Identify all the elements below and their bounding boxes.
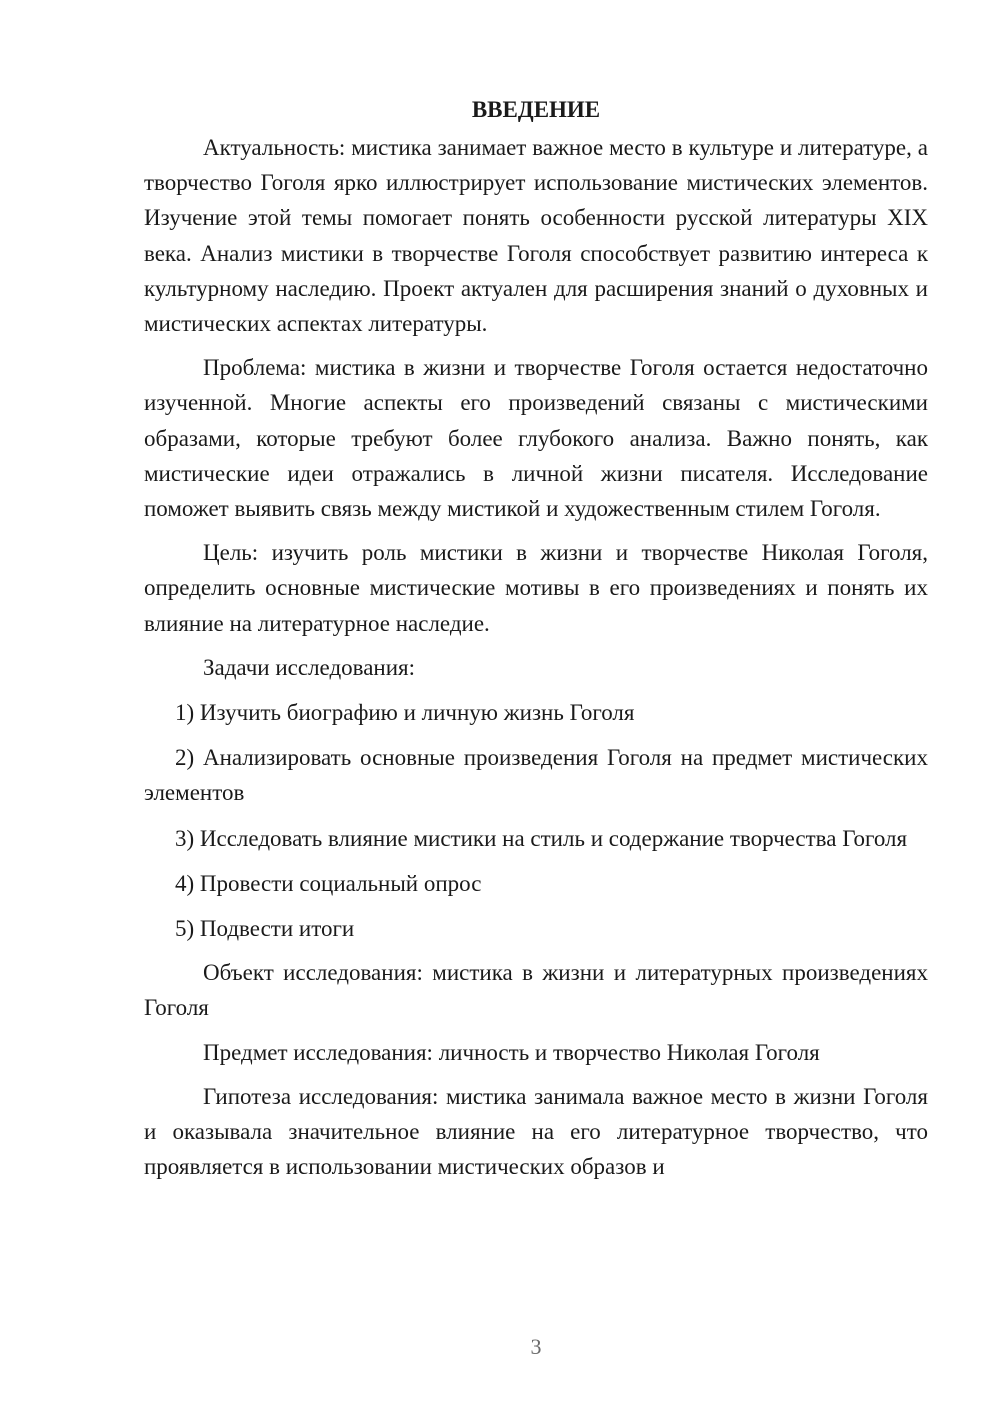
task-item-4: 4) Провести социальный опрос — [175, 870, 482, 896]
relevance-paragraph: Актуальность: мистика занимает важное место в культуре и литературе, а творчество Гоголя ярко иллюстрирует использование мистических элементов. Изучение этой темы помогает понять особенности русской литературы XIX века. Анализ мистики в творчестве Гоголя способствует развитию интереса к культурному наследию. Проект актуален для расширения знаний о духовных и мистических аспектах литературы. — [144, 135, 928, 337]
task-item-1: 1) Изучить биографию и личную жизнь Гоголя — [175, 700, 635, 726]
object-paragraph: Объект исследования: мистика в жизни и литературных произведениях Гоголя — [144, 960, 928, 1021]
task-item-2: 2) Анализировать основные произведения Гоголя на предмет мистических элементов — [144, 745, 928, 806]
task-item-5: 5) Подвести итоги — [175, 916, 355, 942]
section-title: ВВЕДЕНИЕ — [471, 97, 601, 122]
hypothesis-paragraph: Гипотеза исследования: мистика занимала важное место в жизни Гоголя и оказывала значительное влияние на его литературное творчество, что проявляется в использовании мистических образов и — [144, 1083, 928, 1180]
page-content — [144, 92, 928, 1184]
tasks-heading: Задачи исследования: — [203, 654, 416, 680]
subject-paragraph: Предмет исследования: личность и творчество Николая Гоголя — [203, 1039, 820, 1065]
task-item-3: 3) Исследовать влияние мистики на стиль и содержание творчества Гоголя — [175, 825, 908, 851]
page-number: 3 — [530, 1334, 542, 1359]
goal-paragraph: Цель: изучить роль мистики в жизни и творчестве Николая Гоголя, определить основные мистические мотивы в его произведениях и понять их влияние на литературное наследие. — [144, 540, 928, 636]
problem-paragraph: Проблема: мистика в жизни и творчестве Гоголя остается недостаточно изученной. Многие аспекты его произведений связаны с мистическими образами, которые требуют более глубокого анализа. Важно понять, как мистические идеи отражались в личной жизни писателя. Исследование поможет выявить связь между мистикой и художественным стилем Гоголя. — [144, 355, 928, 522]
